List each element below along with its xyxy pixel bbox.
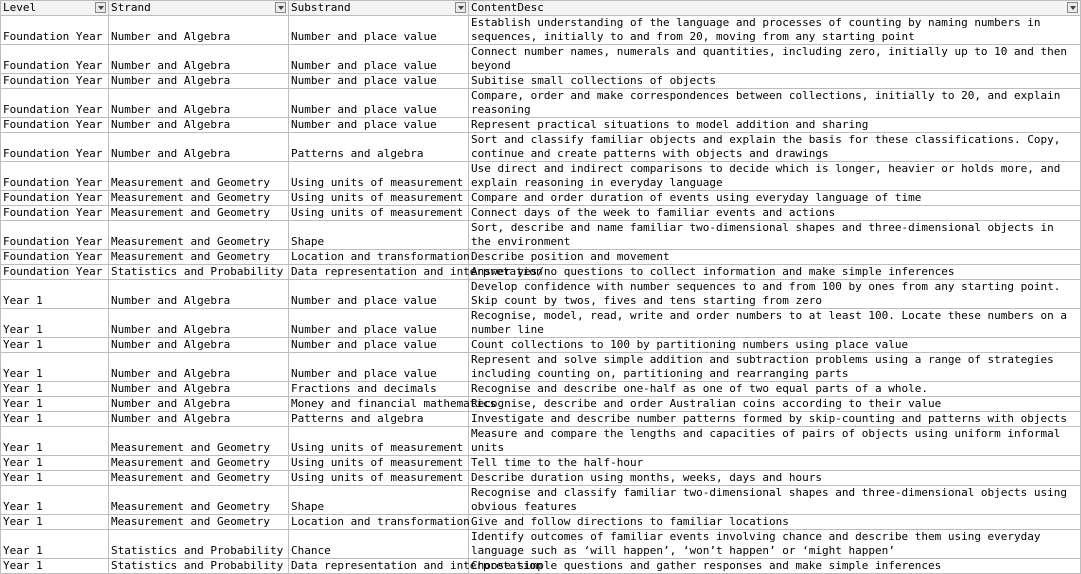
cell-strand[interactable]: Measurement and Geometry [109, 471, 289, 486]
cell-strand[interactable]: Measurement and Geometry [109, 191, 289, 206]
cell-level[interactable]: Foundation Year [1, 221, 109, 250]
table-row [1, 471, 1081, 486]
cell-substrand[interactable]: Using units of measurement [289, 471, 469, 486]
header-row [1, 1, 1081, 16]
table-row [1, 427, 1081, 456]
cell-substrand[interactable]: Location and transformation [289, 250, 469, 265]
cell-level[interactable]: Year 1 [1, 486, 109, 515]
cell-level[interactable]: Foundation Year [1, 206, 109, 221]
table-row [1, 89, 1081, 118]
cell-level[interactable]: Year 1 [1, 397, 109, 412]
cell-contentdesc[interactable]: Recognise, model, read, write and order numbers to at least 100. Locate these numbers on a number line [469, 309, 1081, 338]
cell-substrand[interactable]: Money and financial mathematics [289, 397, 469, 412]
cell-contentdesc[interactable]: Count collections to 100 by partitioning numbers using place value [469, 338, 1081, 353]
cell-substrand[interactable]: Number and place value [289, 338, 469, 353]
cell-level[interactable]: Foundation Year [1, 162, 109, 191]
filter-dropdown-icon[interactable] [455, 2, 466, 13]
table-row [1, 206, 1081, 221]
cell-contentdesc[interactable]: Sort, describe and name familiar two-dimensional shapes and three-dimensional objects in the environment [469, 221, 1081, 250]
cell-strand[interactable]: Measurement and Geometry [109, 486, 289, 515]
cell-substrand[interactable]: Using units of measurement [289, 206, 469, 221]
table-row [1, 412, 1081, 427]
cell-level[interactable]: Year 1 [1, 530, 109, 559]
cell-substrand[interactable]: Number and place value [289, 74, 469, 89]
cell-strand[interactable]: Measurement and Geometry [109, 162, 289, 191]
cell-strand[interactable]: Measurement and Geometry [109, 515, 289, 530]
table-row [1, 221, 1081, 250]
cell-contentdesc[interactable]: Compare, order and make correspondences between collections, initially to 20, and explain reasoning [469, 89, 1081, 118]
column-header-strand[interactable] [109, 1, 289, 16]
cell-strand[interactable]: Statistics and Probability [109, 559, 289, 574]
cell-level[interactable]: Year 1 [1, 309, 109, 338]
cell-strand[interactable]: Number and Algebra [109, 382, 289, 397]
table-row [1, 16, 1081, 45]
cell-contentdesc[interactable]: Connect number names, numerals and quantities, including zero, initially up to 10 and then beyond [469, 45, 1081, 74]
cell-level[interactable]: Year 1 [1, 559, 109, 574]
cell-strand[interactable]: Number and Algebra [109, 133, 289, 162]
cell-strand[interactable]: Measurement and Geometry [109, 427, 289, 456]
cell-level[interactable]: Year 1 [1, 280, 109, 309]
table-row [1, 118, 1081, 133]
cell-level[interactable]: Year 1 [1, 382, 109, 397]
cell-level[interactable]: Year 1 [1, 353, 109, 382]
cell-contentdesc[interactable]: Answer yes/no questions to collect information and make simple inferences [469, 265, 1081, 280]
cell-substrand[interactable]: Number and place value [289, 16, 469, 45]
table-row [1, 397, 1081, 412]
cell-substrand[interactable]: Using units of measurement [289, 456, 469, 471]
cell-contentdesc[interactable]: Develop confidence with number sequences to and from 100 by ones from any starting point. Skip count by twos, fives and tens starting from zero [469, 280, 1081, 309]
cell-strand[interactable]: Number and Algebra [109, 338, 289, 353]
cell-substrand[interactable]: Shape [289, 486, 469, 515]
table-row [1, 191, 1081, 206]
cell-contentdesc[interactable]: Tell time to the half-hour [469, 456, 1081, 471]
cell-strand[interactable]: Measurement and Geometry [109, 206, 289, 221]
cell-substrand[interactable]: Shape [289, 221, 469, 250]
cell-contentdesc[interactable]: Connect days of the week to familiar events and actions [469, 206, 1081, 221]
filter-dropdown-icon[interactable] [95, 2, 106, 13]
table-row [1, 530, 1081, 559]
cell-level[interactable]: Year 1 [1, 456, 109, 471]
column-header-label: Strand [111, 1, 151, 14]
table-row [1, 559, 1081, 574]
column-header-label: Substrand [291, 1, 351, 14]
table-row [1, 353, 1081, 382]
cell-substrand[interactable]: Number and place value [289, 353, 469, 382]
table-row [1, 338, 1081, 353]
cell-contentdesc[interactable]: Sort and classify familiar objects and explain the basis for these classifications. Copy, continue and create patterns with objects and drawings [469, 133, 1081, 162]
cell-contentdesc[interactable]: Represent practical situations to model addition and sharing [469, 118, 1081, 133]
cell-strand[interactable]: Number and Algebra [109, 45, 289, 74]
cell-substrand[interactable]: Number and place value [289, 309, 469, 338]
cell-level[interactable]: Year 1 [1, 338, 109, 353]
cell-level[interactable]: Foundation Year [1, 74, 109, 89]
cell-contentdesc[interactable]: Recognise, describe and order Australian coins according to their value [469, 397, 1081, 412]
cell-substrand[interactable]: Using units of measurement [289, 427, 469, 456]
cell-contentdesc[interactable]: Compare and order duration of events using everyday language of time [469, 191, 1081, 206]
cell-contentdesc[interactable]: Establish understanding of the language and processes of counting by naming numbers in sequences, initially to and from 20, moving from any starting point [469, 16, 1081, 45]
cell-contentdesc[interactable]: Investigate and describe number patterns formed by skip-counting and patterns with objects [469, 412, 1081, 427]
table-row [1, 265, 1081, 280]
cell-level[interactable]: Foundation Year [1, 45, 109, 74]
cell-level[interactable]: Foundation Year [1, 133, 109, 162]
cell-strand[interactable]: Measurement and Geometry [109, 221, 289, 250]
cell-substrand[interactable]: Data representation and interpretation [289, 265, 469, 280]
cell-strand[interactable]: Number and Algebra [109, 89, 289, 118]
cell-substrand[interactable]: Number and place value [289, 280, 469, 309]
table-row [1, 515, 1081, 530]
table-row [1, 280, 1081, 309]
table-row [1, 74, 1081, 89]
cell-substrand[interactable]: Number and place value [289, 45, 469, 74]
cell-contentdesc[interactable]: Choose simple questions and gather responses and make simple inferences [469, 559, 1081, 574]
table-row [1, 456, 1081, 471]
column-header-label: Level [3, 1, 37, 14]
cell-level[interactable]: Foundation Year [1, 250, 109, 265]
cell-strand[interactable]: Number and Algebra [109, 397, 289, 412]
cell-strand[interactable]: Number and Algebra [109, 412, 289, 427]
cell-strand[interactable]: Number and Algebra [109, 353, 289, 382]
column-header-substrand[interactable] [289, 1, 469, 16]
cell-strand[interactable]: Statistics and Probability [109, 530, 289, 559]
cell-level[interactable]: Year 1 [1, 515, 109, 530]
table-row [1, 382, 1081, 397]
column-header-label: ContentDesc [471, 1, 544, 14]
cell-substrand[interactable]: Using units of measurement [289, 162, 469, 191]
cell-contentdesc[interactable]: Subitise small collections of objects [469, 74, 1081, 89]
cell-contentdesc[interactable]: Represent and solve simple addition and subtraction problems using a range of strategies including counting on, partitioning and rearranging parts [469, 353, 1081, 382]
cell-level[interactable]: Foundation Year [1, 265, 109, 280]
filter-dropdown-icon[interactable] [275, 2, 286, 13]
cell-contentdesc[interactable]: Measure and compare the lengths and capacities of pairs of objects using uniform informal units [469, 427, 1081, 456]
cell-substrand[interactable]: Patterns and algebra [289, 412, 469, 427]
table-row [1, 309, 1081, 338]
cell-strand[interactable]: Measurement and Geometry [109, 250, 289, 265]
table-row [1, 250, 1081, 265]
cell-substrand[interactable]: Using units of measurement [289, 191, 469, 206]
cell-contentdesc[interactable]: Recognise and describe one-half as one of two equal parts of a whole. [469, 382, 1081, 397]
cell-substrand[interactable]: Number and place value [289, 118, 469, 133]
cell-contentdesc[interactable]: Give and follow directions to familiar locations [469, 515, 1081, 530]
cell-strand[interactable]: Number and Algebra [109, 74, 289, 89]
cell-level[interactable]: Year 1 [1, 471, 109, 486]
cell-strand[interactable]: Number and Algebra [109, 280, 289, 309]
filter-dropdown-icon[interactable] [1067, 2, 1078, 13]
cell-strand[interactable]: Number and Algebra [109, 16, 289, 45]
table-row [1, 45, 1081, 74]
table-row [1, 133, 1081, 162]
cell-substrand[interactable]: Fractions and decimals [289, 382, 469, 397]
cell-strand[interactable]: Measurement and Geometry [109, 456, 289, 471]
cell-level[interactable]: Foundation Year [1, 16, 109, 45]
cell-level[interactable]: Foundation Year [1, 89, 109, 118]
cell-contentdesc[interactable]: Describe duration using months, weeks, days and hours [469, 471, 1081, 486]
table-row [1, 486, 1081, 515]
cell-level[interactable]: Year 1 [1, 412, 109, 427]
table-row [1, 162, 1081, 191]
cell-substrand[interactable]: Data representation and interpretation [289, 559, 469, 574]
cell-level[interactable]: Year 1 [1, 427, 109, 456]
cell-level[interactable]: Foundation Year [1, 191, 109, 206]
column-header-level[interactable] [1, 1, 109, 16]
cell-substrand[interactable]: Location and transformation [289, 515, 469, 530]
cell-contentdesc[interactable]: Recognise and classify familiar two-dimensional shapes and three-dimensional objects using obvious features [469, 486, 1081, 515]
cell-contentdesc[interactable]: Use direct and indirect comparisons to decide which is longer, heavier or holds more, and explain reasoning in everyday language [469, 162, 1081, 191]
cell-strand[interactable]: Statistics and Probability [109, 265, 289, 280]
cell-level[interactable]: Foundation Year [1, 118, 109, 133]
cell-strand[interactable]: Number and Algebra [109, 309, 289, 338]
cell-substrand[interactable]: Chance [289, 530, 469, 559]
column-header-contentdesc[interactable] [469, 1, 1081, 16]
cell-strand[interactable]: Number and Algebra [109, 118, 289, 133]
cell-contentdesc[interactable]: Identify outcomes of familiar events involving chance and describe them using everyday language such as ‘will happen’, ‘won’t happen’ or ‘might happen’ [469, 530, 1081, 559]
cell-substrand[interactable]: Number and place value [289, 89, 469, 118]
cell-contentdesc[interactable]: Describe position and movement [469, 250, 1081, 265]
cell-substrand[interactable]: Patterns and algebra [289, 133, 469, 162]
